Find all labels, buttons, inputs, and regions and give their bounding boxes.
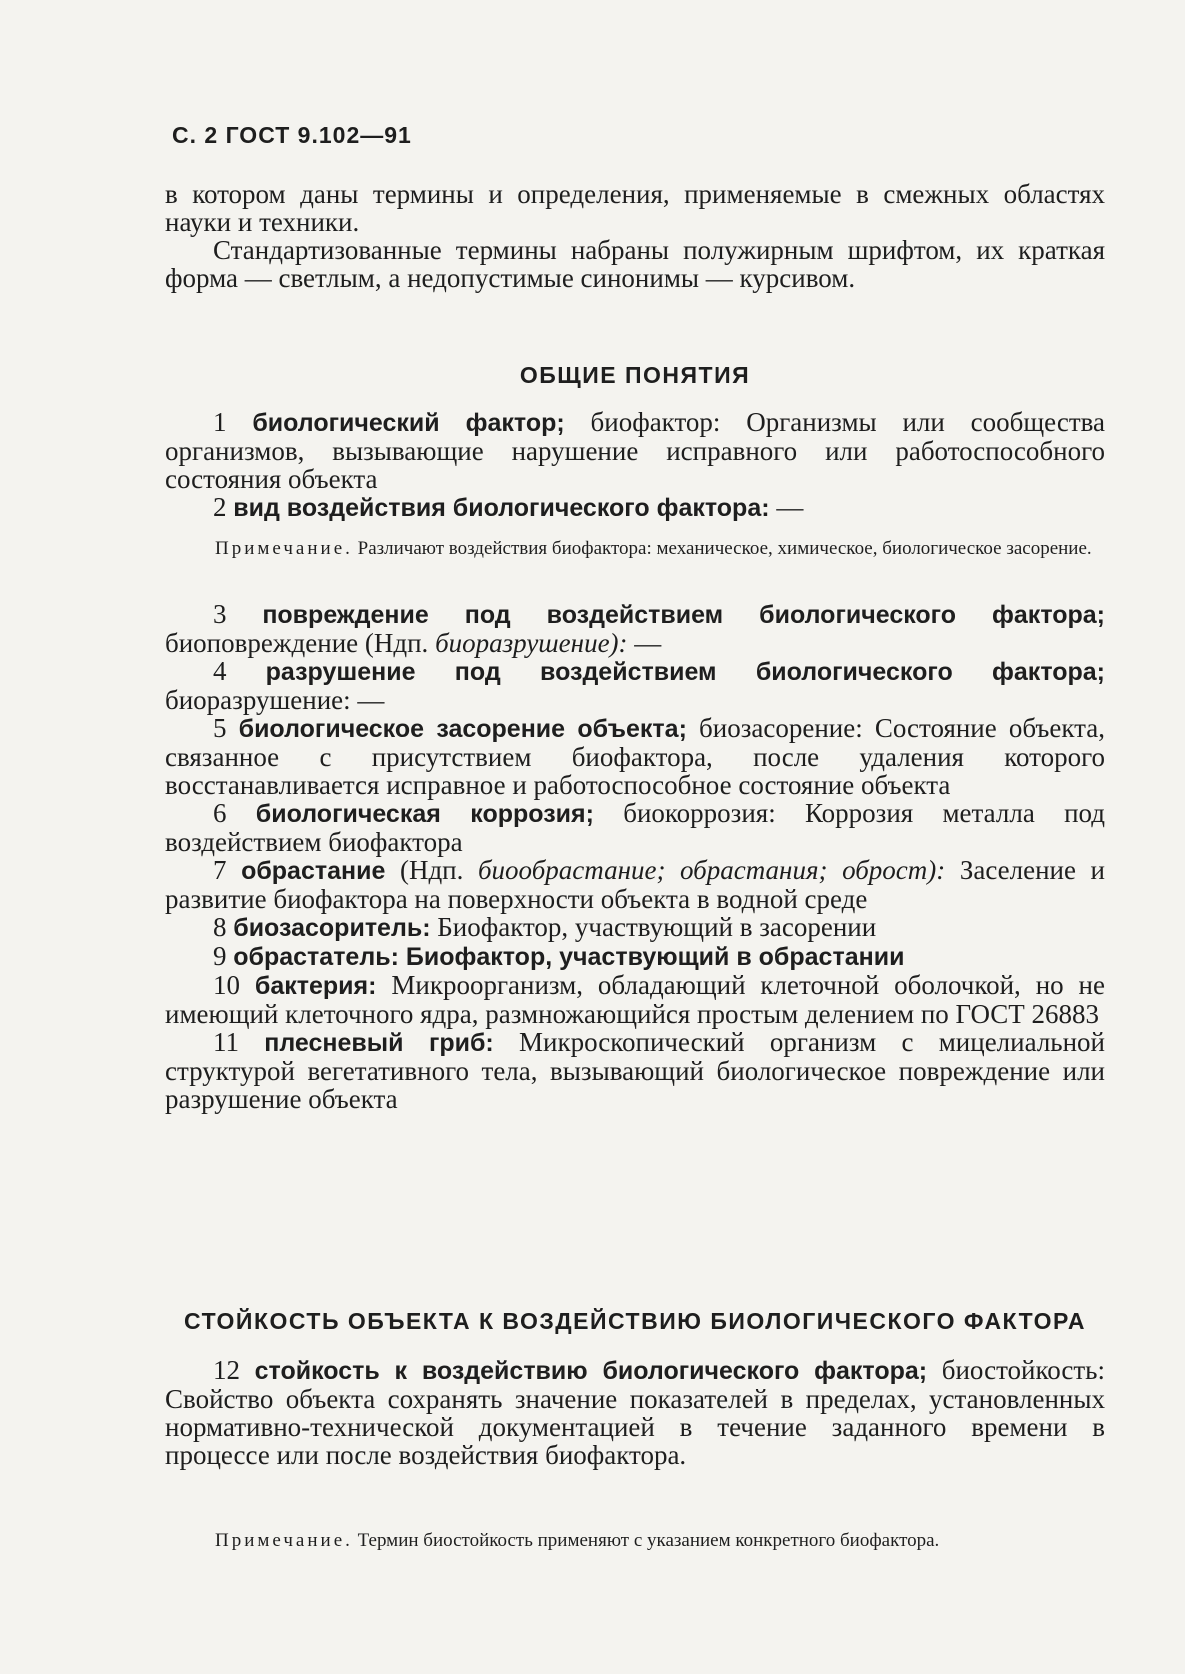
term-8	[165, 913, 1105, 942]
term-number: 6	[213, 798, 227, 828]
term-10	[165, 971, 1105, 1028]
term-name: повреждение под воздействием биологического фактора;	[262, 601, 1106, 629]
term-11	[165, 1028, 1105, 1113]
term-4	[165, 657, 1105, 714]
term-number: 7	[213, 855, 227, 885]
section-2-heading-wrap	[165, 1308, 1105, 1335]
term-number: 2	[213, 492, 227, 522]
section-1-title: ОБЩИЕ ПОНЯТИЯ	[519, 362, 751, 388]
term-definition: биокоррозия: Коррозия металла под воздействием биофактора	[165, 798, 1105, 857]
terms-block-2	[165, 600, 1105, 1113]
intro-paragraph-2: Стандартизованные термины набраны полужирным шрифтом, их краткая форма — светлым, а недопустимые синонимы — курсивом.	[165, 235, 1105, 293]
term-1	[165, 408, 1105, 493]
term-definition: биостойкость: Свойство объекта сохранять значение показателей в пределах, установленных нормативно-технической документацией в течение заданного времени в процессе или после воздействия биофактора.	[165, 1355, 1105, 1470]
term-definition: биозасорение: Состояние объекта, связанное с присутствием биофактора, после удаления которого восстанавливается исправное и работоспособное состояние объекта	[165, 713, 1105, 800]
term-number: 4	[213, 656, 227, 686]
note-label: Примечание.	[215, 1530, 353, 1551]
term-2	[165, 493, 1105, 522]
terms-block-1	[165, 408, 1105, 522]
term-number: 12	[213, 1355, 240, 1385]
term-definition: Микроорганизм, обладающий клеточной оболочкой, но не имеющий клеточного ядра, размножающийся простым делением по ГОСТ 26883	[165, 970, 1105, 1029]
term-definition-end: —	[627, 628, 662, 658]
term-invalid-synonym: биоразрушение):	[435, 628, 628, 658]
term-name: обрастатель: Биофактор, участвующий в обрастании	[233, 943, 905, 971]
term-number: 3	[213, 599, 227, 629]
term-definition: биоповреждение (Ндп.	[165, 628, 436, 658]
term-definition: биофактор: Организмы или сообщества организмов, вызывающие нарушение исправного или работоспособного состояния объекта	[165, 407, 1105, 494]
note-1	[165, 536, 1105, 561]
terms-block-3	[165, 1356, 1105, 1469]
term-number: 10	[213, 970, 240, 1000]
term-name: стойкость к воздействию биологического фактора;	[254, 1357, 928, 1385]
intro-block	[165, 180, 1105, 292]
term-name: биологический фактор;	[252, 409, 565, 437]
note-label: Примечание.	[215, 538, 353, 559]
note-2	[165, 1528, 1105, 1553]
term-number: 5	[213, 713, 227, 743]
term-name: биологическое засорение объекта;	[238, 715, 687, 743]
section-1-heading-wrap	[165, 362, 1105, 389]
term-definition-end: Заселение и развитие биофактора на поверхности объекта в водной среде	[165, 855, 1106, 914]
note-text: Различают воздействия биофактора: механическое, химическое, биологическое засорение.	[352, 538, 1092, 559]
section-2-title: СТОЙКОСТЬ ОБЪЕКТА К ВОЗДЕЙСТВИЮ БИОЛОГИЧЕСКОГО ФАКТОРА	[184, 1308, 1086, 1334]
term-7	[165, 856, 1105, 913]
term-name: вид воздействия биологического фактора:	[233, 494, 770, 522]
note-text: Термин биостойкость применяют с указанием конкретного биофактора.	[352, 1530, 940, 1551]
page-header: С. 2 ГОСТ 9.102—91	[172, 122, 412, 148]
intro-paragraph-1: в котором даны термины и определения, применяемые в смежных областях науки и техники.	[165, 179, 1105, 237]
term-number: 8	[213, 912, 227, 942]
term-6	[165, 799, 1105, 856]
term-definition: Микроскопический организм с мицелиальной структурой вегетативного тела, вызывающий биологическое повреждение или разрушение объекта	[165, 1027, 1106, 1114]
term-name: разрушение под воздействием биологического фактора;	[265, 658, 1105, 686]
term-number: 11	[213, 1027, 239, 1057]
term-number: 1	[213, 407, 227, 437]
term-9	[165, 942, 1105, 971]
term-invalid-synonym: биообрастание; обрастания; оброст):	[477, 855, 946, 885]
term-definition: биоразрушение: —	[165, 685, 385, 715]
term-number: 9	[213, 941, 227, 971]
term-3	[165, 600, 1105, 657]
term-5	[165, 714, 1105, 799]
term-name: обрастание	[241, 857, 386, 885]
term-definition: —	[769, 492, 804, 522]
term-name: бактерия:	[254, 972, 377, 1000]
term-name: биологическая коррозия;	[255, 800, 594, 828]
term-definition: Биофактор, участвующий в засорении	[430, 912, 877, 942]
term-name: биозасоритель:	[233, 914, 431, 942]
term-definition: (Ндп.	[385, 855, 478, 885]
term-name: плесневый гриб:	[264, 1029, 494, 1057]
term-12	[165, 1356, 1105, 1469]
